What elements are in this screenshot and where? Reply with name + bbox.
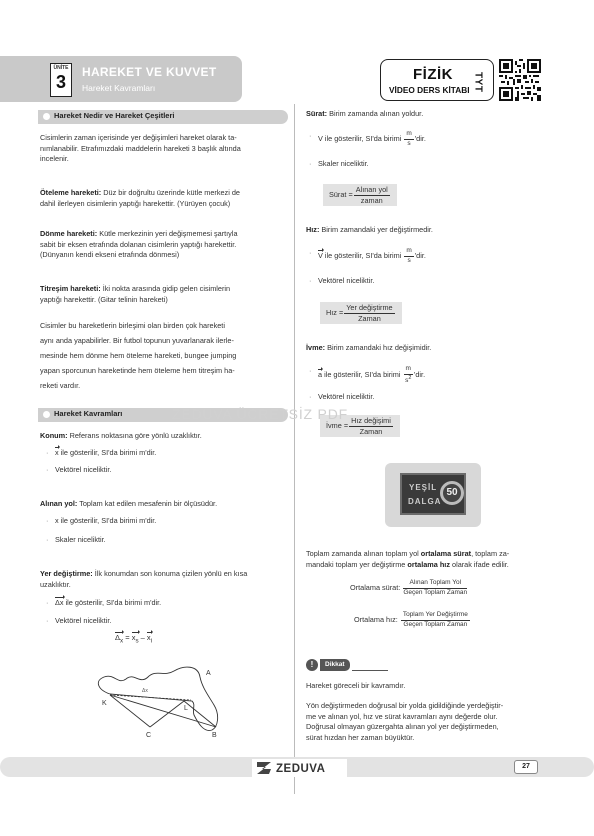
text-line: yaptığı harekettir. (Gitar telinin hareketi): [40, 294, 168, 304]
exam-label: [474, 66, 492, 98]
text-line: ile gösterilir, SI'da birimi: [324, 370, 401, 379]
note-2: [306, 701, 503, 743]
eq-lhs: [115, 633, 123, 646]
ivme-definition: [306, 343, 431, 354]
hiz-bullet-2: · Vektörel niceliktir.: [318, 276, 374, 287]
text-line: dahil ilerleyen cisimlerin yaptığı harekettir. (Yürüyen çocuk): [40, 198, 231, 208]
combo-paragraph: [40, 318, 236, 393]
oteleme-paragraph: [40, 188, 240, 209]
konum-definition: [40, 431, 202, 442]
surat-definition: [306, 109, 423, 120]
fraction-numerator: Toplam Yer Değiştirme: [401, 612, 470, 621]
fraction-denominator: s: [407, 139, 411, 147]
denominator-exponent: 2: [408, 374, 412, 381]
qr-code-icon[interactable]: [499, 59, 541, 101]
formula-lhs: Hız =: [326, 307, 344, 317]
formula-lhs: Sürat =: [329, 189, 353, 199]
fraction-numerator: Yer değiştirme: [346, 303, 393, 313]
vector-symbol: Δx: [55, 598, 64, 607]
bullet-dot-icon: [43, 411, 50, 418]
term-ortalama-hiz: ortalama hız: [407, 559, 450, 569]
text-line: (Dünyanın kendi ekseni etrafında dönmesi): [40, 250, 180, 260]
hiz-bullet-1: [318, 248, 426, 264]
formula-fraction: [354, 186, 390, 204]
exam-label-text: TYT: [472, 72, 484, 93]
sign-text-1: YEŞİL: [409, 483, 438, 492]
displacement-equation: $\Delta_x = x_s - x_i$: [115, 633, 153, 645]
term-yer-degistirme: Yer değiştirme:: [40, 569, 93, 578]
sign-text-2: DALGA: [408, 497, 442, 506]
label-b: B: [212, 732, 217, 739]
yer-bullet-1: [55, 598, 161, 609]
term-donme: Dönme hareketi:: [40, 229, 98, 238]
dikkat-label: [306, 659, 382, 671]
section-header-hareket-nedir: [38, 110, 288, 124]
ivme-bullet-2: · Vektörel niceliktir.: [318, 392, 374, 403]
yol-definition: [40, 499, 217, 510]
text-line: aynı anda yapabilirler. Bir futbol topunun yuvarlanarak ilerle-: [40, 336, 234, 345]
speed-limit-value: 50: [440, 481, 464, 505]
donme-paragraph: [40, 229, 238, 261]
text-line: ile gösterilir, SI'da birimi m'dir.: [65, 598, 162, 607]
text-line: Kütle merkezinin yeri değişmemesi şartıyla: [99, 229, 238, 238]
text-line: İlk konumdan son konuma çizilen yönlü en kısa: [94, 569, 248, 578]
yer-degistirme-definition: [40, 569, 247, 590]
eq-mid-subscript: s: [135, 637, 139, 645]
fraction-numerator: Alınan Toplam Yol: [403, 580, 467, 589]
eq-rhs-symbol: x: [146, 633, 151, 642]
term-surat: Sürat:: [306, 109, 328, 118]
eq-lhs-subscript: x: [120, 637, 124, 645]
eq-rhs-subscript: i: [150, 637, 153, 645]
term-ortalama-surat: ortalama sürat: [420, 549, 472, 558]
fraction-numerator: m: [404, 366, 413, 375]
unit-subtitle: Hareket Kavramları: [82, 83, 156, 93]
term-titresim: Titreşim hareketi:: [40, 284, 101, 293]
note-1: Hareket göreceli bir kavramdır.: [306, 681, 406, 690]
vector-symbol: V: [318, 250, 323, 260]
unit-title: HAREKET VE KUVVET: [82, 65, 217, 79]
surat-bullet-2: · Skaler niceliktir.: [318, 159, 369, 170]
term-alinan-yol: Alınan yol:: [40, 499, 78, 508]
vector-symbol: a: [318, 370, 323, 379]
unit-fraction: [404, 248, 413, 264]
text-line: , toplam za-: [471, 549, 510, 558]
text-line: Birim zamandaki hız değişimidir.: [327, 343, 432, 352]
publisher-logo: [252, 759, 347, 777]
formula-fraction: [403, 580, 467, 596]
yol-bullet-2: · Skaler niceliktir.: [55, 535, 106, 546]
fraction-numerator: m: [404, 131, 413, 140]
unit-label: ÜNİTE: [53, 65, 69, 71]
publisher-name: ZEDUVA: [276, 763, 326, 775]
unit-fraction: [404, 366, 413, 384]
unit-fraction: [404, 131, 413, 147]
unit-badge: [50, 63, 72, 97]
watermark: ZEDUVA ÜCRETSİZ PDF: [172, 406, 348, 422]
text-line: Toplam zamanda alınan toplam yol: [306, 549, 419, 558]
text-line: sabit bir eksen etrafında dolanan cisimlerin yaptığı harekettir.: [40, 239, 237, 249]
fraction-numerator: Alınan yol: [355, 185, 388, 195]
formula-fraction: [349, 417, 393, 435]
term-ivme: İvme:: [306, 343, 326, 352]
label-k: K: [102, 700, 107, 707]
fraction-denominator: [404, 375, 413, 385]
fraction-denominator: zaman: [360, 195, 383, 205]
text-line: ile gösterilir, SI'da birimi: [324, 250, 402, 260]
label-c: C: [146, 732, 152, 739]
fraction-denominator: Zaman: [359, 426, 383, 436]
ivme-bullet-1: [318, 366, 425, 384]
fraction-numerator: m: [404, 248, 413, 257]
formula-lhs: İvme =: [326, 420, 349, 430]
titresim-paragraph: [40, 284, 230, 305]
section-title: Hareket Kavramları: [54, 409, 123, 418]
section-title: Hareket Nedir ve Hareket Çeşitleri: [54, 111, 175, 120]
text-line: sürat hızdan her zaman büyüktür.: [306, 732, 415, 742]
text-line: Cisimler bu hareketlerin birleşimi olan birden çok hareketi: [40, 321, 225, 330]
unit-number: 3: [55, 72, 66, 92]
text-line: me ve alınan yol, hız ve sürat kavramları aynı değerde olur.: [306, 711, 498, 721]
text-line: nımlanabilir. Etrafımızdaki maddelerin hareketi 3 başlık altında: [40, 143, 241, 153]
text-line: olarak ifade edilir.: [452, 559, 509, 569]
yer-bullet-2: · Vektörel niceliktir.: [55, 616, 111, 627]
term-konum: Konum:: [40, 431, 68, 440]
term-hiz: Hız:: [306, 225, 320, 234]
label-a: A: [206, 670, 211, 677]
bullet-dot-icon: [43, 113, 50, 120]
text-line: İki nokta arasında gidip gelen cisimlerin: [102, 284, 231, 293]
text-line: mandaki toplam yer değiştirme: [306, 559, 406, 569]
text-line: Düz bir doğrultu üzerinde kütle merkezi de: [103, 188, 240, 197]
text-line: incelenir.: [40, 154, 69, 164]
path-diagram: [88, 655, 228, 740]
text-line: reketi vardır.: [40, 381, 81, 390]
formula-lhs: Ortalama hız:: [354, 614, 398, 624]
suffix: 'dir.: [413, 370, 426, 379]
average-paragraph: [306, 549, 509, 570]
suffix: 'dir.: [414, 133, 426, 143]
formula-lhs: Ortalama sürat:: [350, 582, 401, 592]
text-line: Cisimlerin zaman içerisinde yer değişimleri hareket olarak ta-: [40, 133, 237, 142]
ortalama-hiz-formula: [354, 612, 471, 628]
dikkat-text: Dikkat: [320, 659, 350, 671]
fraction-numerator: Hız değişimi: [351, 416, 391, 426]
eq-rhs: [147, 633, 152, 646]
konum-bullet-1: [55, 448, 156, 459]
denominator-base: s: [405, 376, 409, 384]
warning-icon: !: [306, 659, 318, 671]
fraction-denominator: Geçen Toplam Zaman: [403, 588, 468, 596]
term-oteleme: Öteleme hareketi:: [40, 188, 102, 197]
label-delta-x: Δx: [142, 688, 148, 694]
dikkat-underline: [352, 670, 388, 671]
konum-bullet-2: · Vektörel niceliktir.: [55, 465, 111, 476]
eq-lhs-delta: Δ: [115, 633, 121, 642]
column-divider: [294, 104, 295, 794]
page-number: 27: [514, 760, 538, 774]
intro-paragraph: [40, 133, 241, 165]
eq-mid: [132, 633, 139, 646]
text-line: Referans noktasına göre yönlü uzaklıktır.: [69, 431, 202, 440]
suffix: 'dir.: [414, 250, 426, 260]
fraction-denominator: s: [407, 256, 411, 264]
vector-symbol: x: [55, 448, 59, 457]
text-line: mesinde hem dönme hem öteleme hareketi, bungee jumping: [40, 351, 237, 360]
text-line: Yön değiştirmeden doğrusal bir yolda gidildiğinde yerdeğiştir-: [306, 701, 504, 710]
label-l: L: [184, 705, 188, 712]
text-line: yapan sporcunun hareketinde hem öteleme hem titreşim ha-: [40, 366, 235, 375]
surat-formula-box: [323, 184, 397, 206]
text-line: Doğrusal olmayan güzergahta alınan yol yer değiştirmeden,: [306, 722, 499, 732]
fraction-denominator: Zaman: [358, 313, 381, 323]
eq-mid-symbol: x: [131, 633, 136, 642]
text-line: ile gösterilir, SI'da birimi m'dir.: [60, 448, 157, 457]
hiz-formula-box: [320, 302, 402, 324]
formula-fraction: [401, 612, 470, 628]
ortalama-surat-formula: [350, 580, 468, 596]
book-title: FİZİK: [413, 66, 453, 83]
zeduva-logo-icon: [256, 760, 272, 776]
text-line: Toplam kat edilen mesafenin bir ölçüsüdür.: [79, 499, 218, 508]
sign-board: [400, 473, 466, 515]
text-line: Birim zamandaki yer değiştirmedir.: [321, 225, 433, 234]
hiz-definition: [306, 225, 433, 236]
text-line: V ile gösterilir, SI'da birimi: [318, 133, 402, 143]
formula-fraction: [344, 304, 394, 322]
fraction-denominator: Geçen Toplam Zaman: [403, 620, 468, 628]
text-line: Birim zamanda alınan yoldur.: [329, 109, 424, 118]
book-subtitle: VİDEO DERS KİTABI: [389, 85, 470, 95]
text-line: uzaklıktır.: [40, 579, 71, 589]
yol-bullet-1: · x ile gösterilir, SI'da birimi m'dir.: [55, 516, 156, 527]
speed-sign-photo: [385, 463, 481, 527]
surat-bullet-1: [318, 131, 426, 147]
